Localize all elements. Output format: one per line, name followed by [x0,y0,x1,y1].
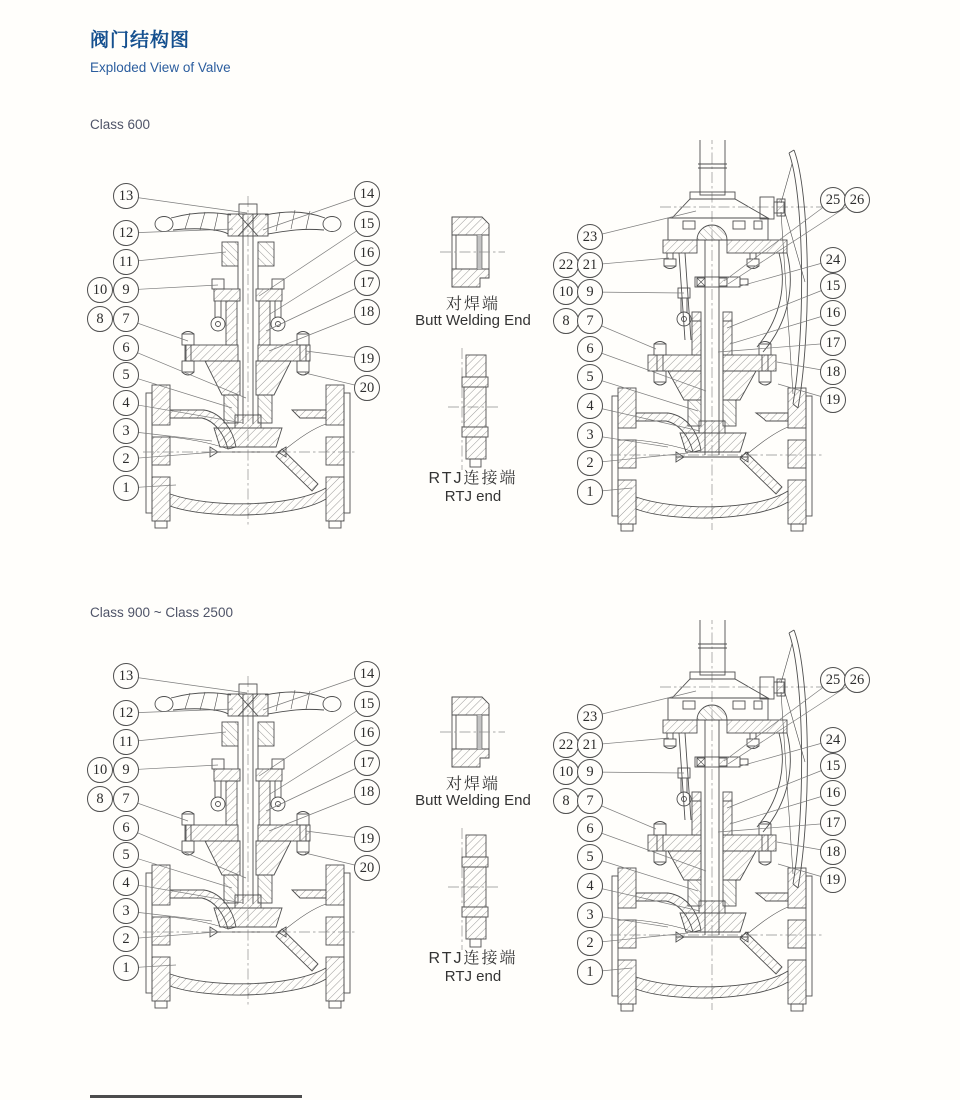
rtj-end-label-zh: RTJ连接端 [428,950,518,967]
callout-25: 25 [820,187,846,213]
butt-welding-end-label-zh: 对焊端 [445,296,500,313]
callout-1: 1 [113,955,139,981]
callout-4: 4 [577,873,603,899]
callout-7: 7 [577,308,603,334]
callout-4: 4 [113,870,139,896]
callout-24: 24 [820,247,846,273]
callout-17: 17 [354,750,380,776]
rtj-end-label-en: RTJ end [444,968,502,985]
callout-10: 10 [553,759,579,785]
callout-8: 8 [87,786,113,812]
callout-25: 25 [820,667,846,693]
page-subtitle: Exploded View of Valve [90,60,231,75]
callout-19: 19 [820,867,846,893]
callout-2: 2 [577,930,603,956]
callout-8: 8 [87,306,113,332]
callout-15: 15 [820,273,846,299]
callout-15: 15 [820,753,846,779]
callout-19: 19 [354,826,380,852]
callout-1: 1 [577,479,603,505]
callout-6: 6 [577,816,603,842]
callout-10: 10 [87,757,113,783]
callout-20: 20 [354,855,380,881]
callout-3: 3 [577,422,603,448]
callout-19: 19 [354,346,380,372]
callout-16: 16 [820,300,846,326]
callout-22: 22 [553,732,579,758]
callout-18: 18 [354,299,380,325]
callout-18: 18 [820,359,846,385]
footer-rule [90,1095,302,1098]
callout-20: 20 [354,375,380,401]
callout-10: 10 [87,277,113,303]
callout-16: 16 [820,780,846,806]
callout-23: 23 [577,704,603,730]
callout-26: 26 [844,187,870,213]
section-label-class600: Class 600 [90,117,151,132]
callout-5: 5 [577,844,603,870]
callout-21: 21 [577,252,603,278]
callout-3: 3 [113,418,139,444]
callout-13: 13 [113,663,139,689]
callout-21: 21 [577,732,603,758]
callout-6: 6 [113,335,139,361]
callout-17: 17 [820,330,846,356]
callout-12: 12 [113,220,139,246]
callout-2: 2 [113,926,139,952]
callout-7: 7 [577,788,603,814]
callout-6: 6 [577,336,603,362]
section-label-class900-2500: Class 900 ~ Class 2500 [90,605,233,620]
callout-15: 15 [354,211,380,237]
callout-22: 22 [553,252,579,278]
callout-10: 10 [553,279,579,305]
callout-9: 9 [113,277,139,303]
butt-welding-end-label-en: Butt Welding End [415,792,531,809]
callout-17: 17 [820,810,846,836]
callout-13: 13 [113,183,139,209]
callout-14: 14 [354,661,380,687]
callout-9: 9 [113,757,139,783]
callout-7: 7 [113,786,139,812]
callout-26: 26 [844,667,870,693]
rtj-end-label-en: RTJ end [444,488,502,505]
callout-3: 3 [113,898,139,924]
callout-8: 8 [553,788,579,814]
butt-welding-end-label-zh: 对焊端 [445,776,500,793]
rtj-end-label-zh: RTJ连接端 [428,470,518,487]
callout-12: 12 [113,700,139,726]
callout-14: 14 [354,181,380,207]
callout-3: 3 [577,902,603,928]
callout-11: 11 [113,249,139,275]
callout-5: 5 [113,842,139,868]
callout-15: 15 [354,691,380,717]
callout-23: 23 [577,224,603,250]
callout-17: 17 [354,270,380,296]
callout-16: 16 [354,240,380,266]
callout-4: 4 [113,390,139,416]
callout-16: 16 [354,720,380,746]
callout-1: 1 [113,475,139,501]
callout-1: 1 [577,959,603,985]
callout-4: 4 [577,393,603,419]
callout-2: 2 [577,450,603,476]
callout-11: 11 [113,729,139,755]
butt-welding-end-label-en: Butt Welding End [415,312,531,329]
page-title: 阀门结构图 [90,30,191,51]
callout-8: 8 [553,308,579,334]
callout-19: 19 [820,387,846,413]
callout-6: 6 [113,815,139,841]
callout-2: 2 [113,446,139,472]
callout-18: 18 [820,839,846,865]
callout-7: 7 [113,306,139,332]
callout-18: 18 [354,779,380,805]
callout-24: 24 [820,727,846,753]
callout-9: 9 [577,279,603,305]
callout-9: 9 [577,759,603,785]
callout-5: 5 [113,362,139,388]
callout-5: 5 [577,364,603,390]
